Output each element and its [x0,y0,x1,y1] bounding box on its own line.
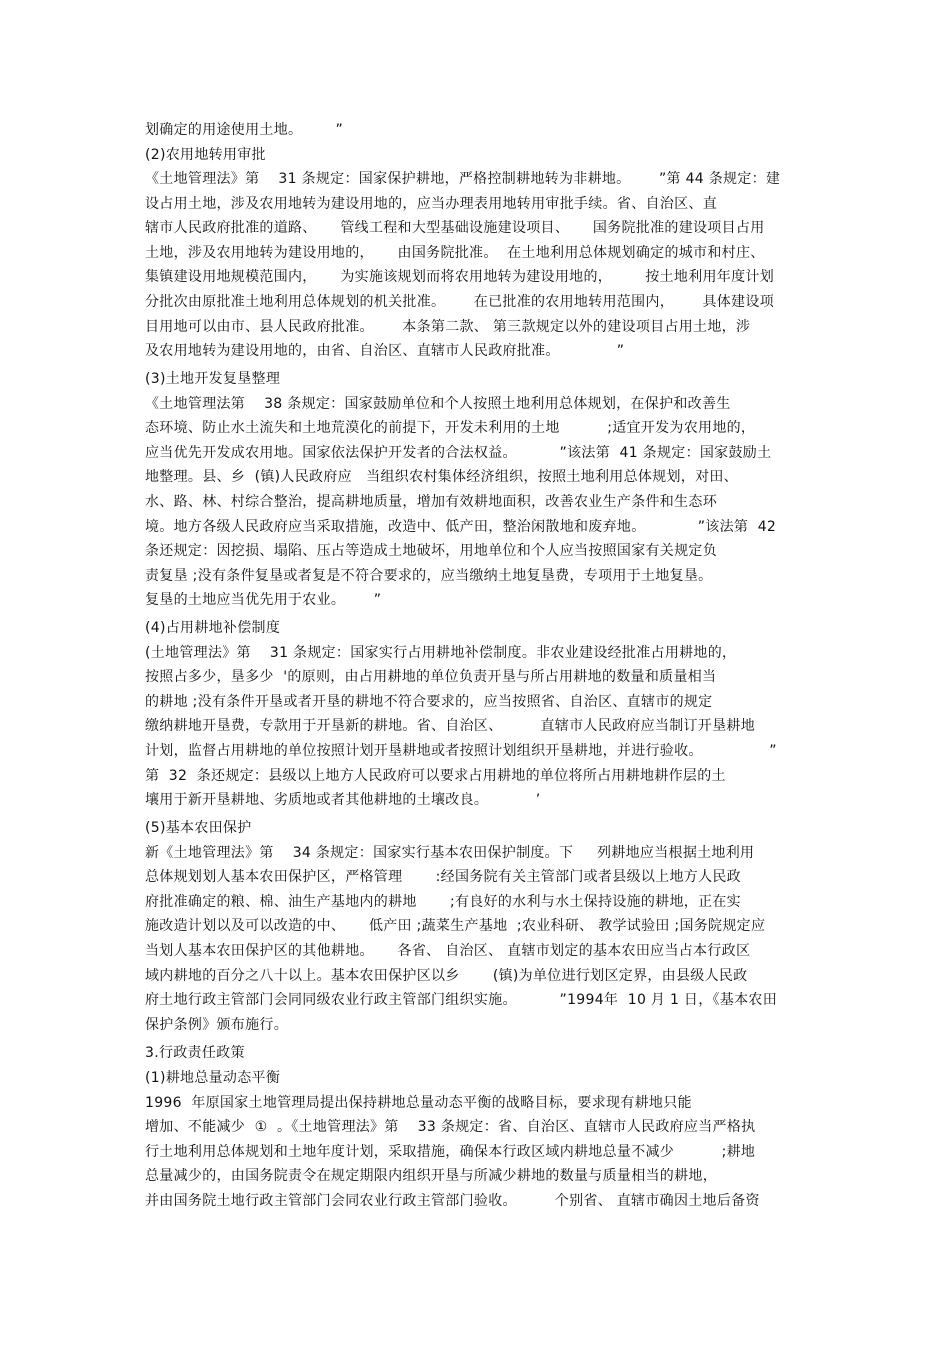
text-line: 总量减少的，由国务院责令在规定期限内组织开垦与所减少耕地的数量与质量相当的耕地， [145,1168,717,1184]
text-line: 责复垦 ;没有条件复垦或者复是不符合要求的，应当缴纳土地复垦费，专项用于土地复垦。 [145,568,713,584]
text-line: 保护条例》颁布施行。 [145,1017,288,1033]
text-line: 总体规划划人基本农田保护区，严格管理 :经国务院有关主管部门或者县级以上地方人民政 [145,869,741,885]
text-line: 境。地方各级人民政府应当采取措施，改造中、低产田，整治闲散地和废弃地。 ”该法第 42 [145,519,777,535]
text-line: 态环境、防止水土流失和土地荒漠化的前提下，开发未利用的土地 ;适宜开发为农用地的， [145,420,756,436]
text-line: 府批准确定的粮、棉、油生产基地内的耕地 ;有良好的水利与水土保持设施的耕地，正在实 [145,894,741,910]
text-line: 水、路、林、村综合整治，提高耕地质量，增加有效耕地面积，改善农业生产条件和生态环 [145,494,717,510]
section-heading: (4)占用耕地补偿制度 [145,620,281,636]
text-line: 第 32 条还规定：县级以上地方人民政府可以要求占用耕地的单位将所占用耕地耕作层的土 [145,768,726,784]
text-line: 域内耕地的百分之八十以上。基本农田保护区以乡 (镇)为单位进行划区定界，由县级人民政 [145,968,748,984]
text-line: 条还规定：因挖损、塌陷、压占等造成土地破坏，用地单位和个人应当按照国家有关规定负 [145,543,717,559]
text-line: 辖市人民政府批准的道路、 管线工程和大型基础设施建设项目、 国务院批准的建设项目占用 [145,220,765,236]
text-line: 缴纳耕地开垦费，专款用于开垦新的耕地。省、自治区、 直辖市人民政府应当制订开垦耕地 [145,718,755,734]
text-line: 目用地可以由市、县人民政府批准。 本条第二款、 第三款规定以外的建设项目占用土地，涉 [145,319,751,335]
text-line: 增加、不能减少 ① 。《土地管理法》第 33 条规定：省、自治区、直辖市人民政府应当严格执 [145,1119,756,1135]
text-line: 府土地行政主管部门会同同级农业行政主管部门组织实施。 ”1994年 10 月 1 日，《基本农田 [145,992,778,1008]
text-line: 的耕地 ;没有条件开垦或者开垦的耕地不符合要求的，应当按照省、自治区、直辖市的规定 [145,694,713,710]
text-line: 《土地管理法第 38 条规定：国家鼓励单位和个人按照土地利用总体规划，在保护和改善生 [145,396,731,412]
text-line: 并由国务院土地行政主管部门会同农业行政主管部门验收。 个别省、 直辖市确因土地后备资 [145,1193,760,1209]
text-line: 设占用土地，涉及农用地转为建设用地的，应当办理表用地转用审批手续。省、自治区、直 [145,196,717,212]
text-line: 分批次由原批准土地利用总体规划的机关批准。 在已批准的农用地转用范围内， 具体建设项 [145,294,774,310]
text-line: 土地，涉及农用地转为建设用地的， 由国务院批准。 在土地利用总体规划确定的城市和村庄、 [145,245,765,261]
section-heading: (2)农用地转用审批 [145,147,266,163]
text-line: (土地管理法》第 31 条规定：国家实行占用耕地补偿制度。非农业建设经批准占用耕地的， [145,645,737,661]
section-heading: (5)基本农田保护 [145,820,252,836]
text-line: 施改造计划以及可以改造的中、 低产田 ;蔬菜生产基地 ;农业科研、 教学试验田 ;国务院规定应 [145,918,766,934]
text-line: 划确定的用途使用土地。 ” [145,122,344,138]
text-line: 及农用地转为建设用地的，由省、自治区、直辖市人民政府批准。 ” [145,343,625,359]
text-line: 《土地管理法》第 31 条规定：国家保护耕地，严格控制耕地转为非耕地。 ”第 44 条规定：建 [145,171,781,187]
text-line: 按照占多少，垦多少 '的原则，由占用耕地的单位负责开垦与所占用耕地的数量和质量相当 [145,669,717,685]
text-line: 地整理。县、乡 (镇)人民政府应 当组织农村集体经济组织，按照土地利用总体规划，对田、 [145,469,738,485]
section-heading: (3)土地开发复垦整理 [145,371,281,387]
text-line: 计划，监督占用耕地的单位按照计划开垦耕地或者按照计划组织开垦耕地，并进行验收。 ” [145,743,777,759]
text-line: 集镇建设用地规模范围内， 为实施该规划而将农用地转为建设用地的， 按土地利用年度计划 [145,269,774,285]
section-heading: 3.行政责任政策 [145,1045,245,1061]
text-line: 复垦的土地应当优先用于农业。 ” [145,592,382,608]
text-line: 1996 年原国家土地管理局提出保持耕地总量动态平衡的战略目标，要求现有耕地只能 [145,1095,692,1111]
text-line: 新《土地管理法》第 34 条规定：国家实行基本农田保护制度。下 列耕地应当根据土地利用 [145,845,755,861]
text-line: 壤用于新开垦耕地、劣质地或者其他耕地的土壤改良。 ’ [145,792,541,808]
section-heading: (1)耕地总量动态平衡 [145,1070,281,1086]
text-line: 应当优先开发成农用地。国家依法保护开发者的合法权益。 ”该法第 41 条规定：国家鼓励土 [145,445,772,461]
text-line: 行土地利用总体规划和土地年度计划，采取措施，确保本行政区域内耕地总量不减少 ;耕地 [145,1144,756,1160]
text-line: 当划人基本农田保护区的其他耕地。 各省、 自治区、 直辖市划定的基本农田应当占本行政区 [145,943,751,959]
